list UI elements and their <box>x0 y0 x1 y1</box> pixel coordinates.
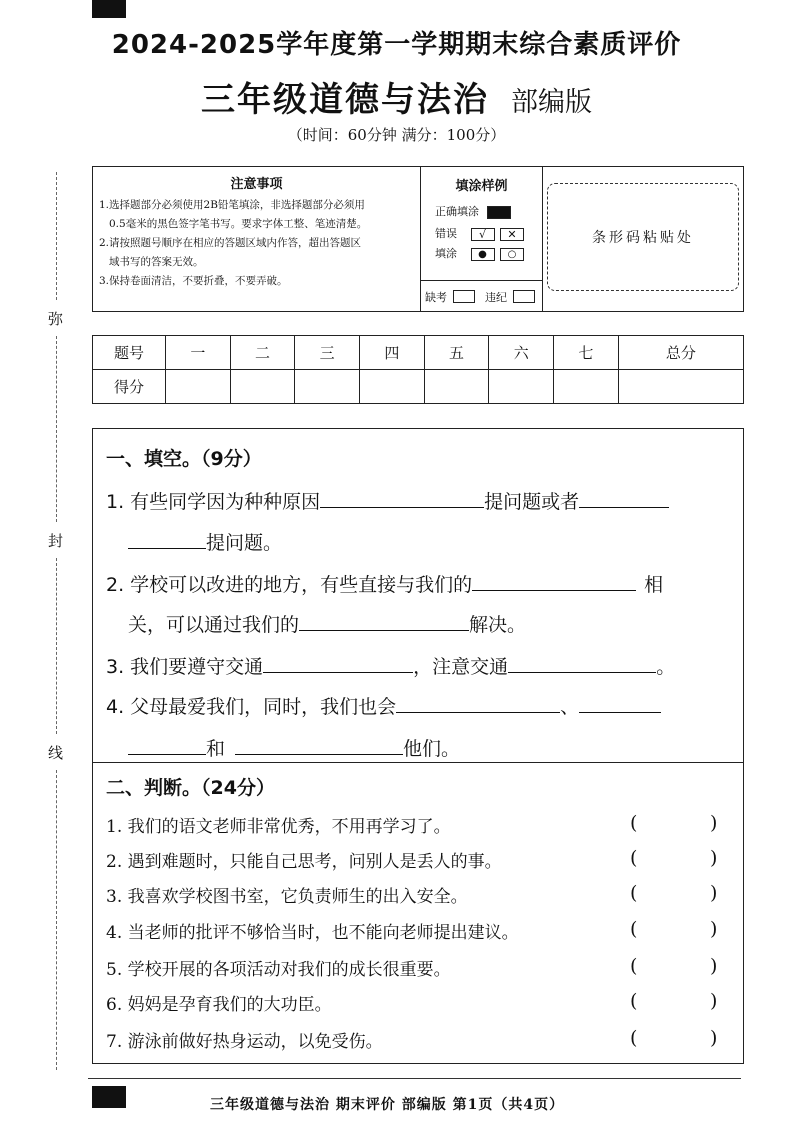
correct-fill-label: 正确填涂 <box>435 205 479 218</box>
filled-box-icon <box>487 206 511 219</box>
fill-q1-line2: 提问题。 <box>128 528 282 555</box>
subject-title-row <box>0 72 793 121</box>
correct-fill-row <box>435 203 511 219</box>
answer-blank[interactable] <box>128 530 206 549</box>
notes-item: 0.5毫米的黑色签字笔书写。要求字体工整、笔迹清楚。 <box>109 218 368 230</box>
section2-title: 二、判断。（24分） <box>106 777 275 799</box>
footer-rule <box>88 1078 741 1079</box>
score-table-header-cell: 三 <box>295 336 360 370</box>
answer-blank[interactable] <box>263 654 413 673</box>
circle-box-icon: ○ <box>500 248 524 261</box>
answer-blank[interactable] <box>508 654 656 673</box>
answer-blank[interactable] <box>579 694 661 713</box>
check-mark-box-icon: √ <box>471 228 495 241</box>
fill-sample-panel <box>421 167 543 311</box>
subject-title: 三年级道德与法治 <box>201 80 489 120</box>
answer-parentheses[interactable]: ( ) <box>630 990 718 1012</box>
absent-label: 缺考 <box>425 291 447 304</box>
exam-title: 2024-2025学年度第一学期期末综合素质评价 <box>111 30 682 60</box>
bottom-position-mark <box>92 1086 126 1108</box>
score-input-cell[interactable] <box>295 370 360 404</box>
binding-dash-line <box>56 770 57 1070</box>
absent-checkbox[interactable] <box>453 290 475 303</box>
answer-parentheses[interactable]: ( ) <box>630 882 718 904</box>
wrong-fill-row-2 <box>435 245 524 261</box>
notes-item: 3.保持卷面清洁，不要折叠，不要弄破。 <box>99 275 288 287</box>
answer-parentheses[interactable]: ( ) <box>630 812 718 834</box>
score-input-cell[interactable] <box>424 370 489 404</box>
notes-item: 2.请按照题号顺序在相应的答题区域内作答，超出答题区 <box>99 237 362 249</box>
fill-q4-line2: 和 他们。 <box>128 734 460 761</box>
answer-parentheses[interactable]: ( ) <box>630 847 718 869</box>
section-divider <box>92 762 744 763</box>
score-input-cell[interactable] <box>618 370 743 404</box>
wrong-fill-label: 错误 <box>435 227 457 240</box>
notes-title: 注意事项 <box>230 177 283 192</box>
fill-q2-line1: 2. 学校可以改进的地方，有些直接与我们的 相 <box>106 574 664 596</box>
binding-dash-line <box>56 558 57 734</box>
score-table-header-cell: 七 <box>554 336 619 370</box>
fill-q4-line1: 4. 父母最爱我们，同时，我们也会 、 <box>106 692 661 719</box>
score-input-cell[interactable] <box>489 370 554 404</box>
score-table-header-cell: 题号 <box>93 336 166 370</box>
edition-label: 部编版 <box>511 87 592 118</box>
score-input-cell[interactable] <box>360 370 425 404</box>
answer-blank[interactable] <box>396 694 560 713</box>
exam-info: （时间：60分钟 满分：100分） <box>287 126 506 144</box>
violation-label: 违纪 <box>485 291 507 304</box>
answer-parentheses[interactable]: ( ) <box>630 918 718 940</box>
binding-char-mi: 弥 <box>48 310 64 328</box>
top-position-mark <box>92 0 126 18</box>
fill-q1-line1: 1. 有些同学因为种种原因 提问题或者 <box>106 487 669 514</box>
score-table-header-cell: 总分 <box>618 336 743 370</box>
answer-blank[interactable] <box>128 736 206 755</box>
wrong-fill-row-1 <box>435 225 524 241</box>
dot-box-icon: ● <box>471 248 495 261</box>
binding-dash-line <box>56 172 57 300</box>
score-table-header-row <box>93 336 744 370</box>
answer-blank[interactable] <box>579 489 669 508</box>
score-input-cell[interactable] <box>230 370 295 404</box>
score-table-header-cell: 一 <box>166 336 231 370</box>
score-table-header-cell: 二 <box>230 336 295 370</box>
absent-violation-row <box>421 280 542 311</box>
score-table-header-cell: 五 <box>424 336 489 370</box>
page-footer: 三年级道德与法治 期末评价 部编版 第1页（共4页） <box>210 1097 565 1113</box>
wrong-fill-label-2: 填涂 <box>435 247 457 260</box>
score-table <box>92 335 744 404</box>
score-table-header-cell: 四 <box>360 336 425 370</box>
score-table-score-row <box>93 370 744 404</box>
score-input-cell[interactable] <box>554 370 619 404</box>
instructions-box <box>92 166 744 312</box>
score-input-cell[interactable] <box>166 370 231 404</box>
notes-item: 1.选择题部分必须使用2B铅笔填涂，非选择题部分必须用 <box>99 199 365 211</box>
binding-dash-line <box>56 336 57 522</box>
answer-parentheses[interactable]: ( ) <box>630 1027 718 1049</box>
barcode-sticker-area <box>547 183 739 291</box>
fill-q3: 3. 我们要遵守交通 ，注意交通 。 <box>106 656 676 678</box>
violation-checkbox[interactable] <box>513 290 535 303</box>
answer-parentheses[interactable]: ( ) <box>630 955 718 977</box>
score-row-label: 得分 <box>93 370 166 404</box>
barcode-label: 条形码粘贴处 <box>592 230 694 246</box>
section1-title: 一、填空。（9分） <box>106 448 262 470</box>
score-table-header-cell: 六 <box>489 336 554 370</box>
answer-blank[interactable] <box>320 489 484 508</box>
answer-blank[interactable] <box>235 736 403 755</box>
notes-item: 域书写的答案无效。 <box>109 256 204 268</box>
binding-char-xian: 线 <box>48 744 64 762</box>
fill-q2-line2: 关，可以通过我们的 解决。 <box>128 614 527 636</box>
binding-char-feng: 封 <box>48 532 64 550</box>
notes-panel <box>93 167 421 311</box>
answer-blank[interactable] <box>299 612 469 631</box>
cross-mark-box-icon: ✕ <box>500 228 524 241</box>
fill-sample-title: 填涂样例 <box>455 179 508 194</box>
answer-blank[interactable] <box>472 572 636 591</box>
